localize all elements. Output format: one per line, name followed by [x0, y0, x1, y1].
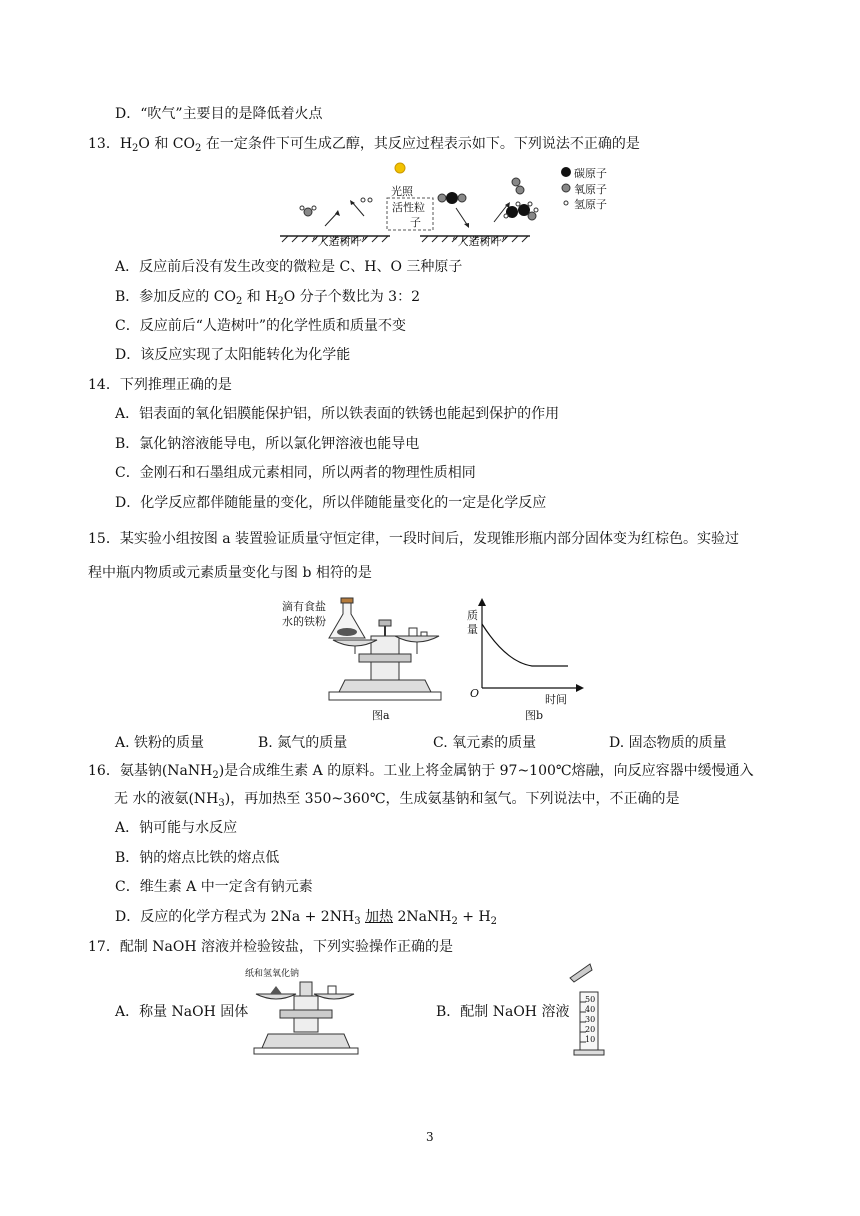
q14-option-b: B．氯化钠溶液能导电，所以氯化钾溶液也能导电: [115, 436, 420, 452]
balance-figure-a: [325, 596, 455, 708]
q16-option-d: D．反应的化学方程式为 $2Na + 2NH_3$ 加热 2NaNH$_2$ + $H_2$: [115, 909, 498, 927]
graph-y-label-2: 量: [467, 623, 478, 636]
reaction-condition: 加热: [365, 909, 394, 925]
q17-stem: 17．配制 NaOH 溶液并检验铵盐，下列实验操作正确的是: [88, 939, 453, 955]
q13-option-a: A．反应前后没有发生改变的微粒是 C、H、O 三种原子: [115, 259, 463, 275]
q15-option-b: B. 氮气的质量: [258, 735, 348, 751]
figure-a-caption: 图a: [372, 709, 390, 722]
iron-powder-label-2: 水的铁粉: [282, 615, 326, 628]
q16-option-b: B．钠的熔点比铁的熔点低: [115, 850, 280, 866]
cyl-tick-40: 40: [585, 1005, 596, 1014]
q15-option-d: D. 固态物质的质量: [609, 735, 727, 751]
q17-option-b: B．配制 NaOH 溶液: [436, 1004, 570, 1020]
q16-stem-1: 16．氨基钠(NaNH$_2$)是合成维生素 A 的原料。工业上将金属钠于 97~100℃熔融，向反应容器中缓慢通入: [88, 763, 754, 781]
q13-stem: 13．$H_2O$ 和 $CO_2$ 在一定条件下可生成乙醇，其反应过程表示如下。下列说法不正确的是: [88, 136, 640, 154]
iron-powder-label-1: 滴有食盐: [282, 600, 326, 613]
mass-time-graph-b: [470, 596, 590, 706]
q15-stem-1: 15．某实验小组按图 a 装置验证质量守恒定律，一段时间后，发现锥形瓶内部分固体变为红棕色。实验过: [88, 531, 740, 547]
q14-option-c: C．金刚石和石墨组成元素相同，所以两者的物理性质相同: [115, 465, 476, 481]
cyl-tick-50: 50: [585, 995, 596, 1004]
graph-origin: O: [470, 687, 480, 700]
active-particle-label: 活性粒: [392, 201, 425, 214]
q14-option-d: D．化学反应都伴随能量的变化，所以伴随能量变化的一定是化学反应: [115, 495, 547, 511]
q15-option-a: A. 铁粉的质量: [115, 735, 205, 751]
cyl-tick-30: 30: [585, 1015, 596, 1024]
q14-option-a: A．铝表面的氧化铝膜能保护铝，所以铁表面的铁锈也能起到保护的作用: [115, 406, 560, 422]
q12-option-d: D．“吹气”主要目的是降低着火点: [115, 106, 323, 122]
legend-oxygen: 氧原子: [574, 183, 607, 196]
q15-stem-2: 程中瓶内物质或元素质量变化与图 b 相符的是: [88, 565, 372, 581]
balance-figure-17a: [250, 976, 362, 1056]
active-particle-label-2: 子: [410, 216, 421, 229]
q17-option-a: A．称量 NaOH 固体: [115, 1004, 249, 1020]
cyl-tick-10: 10: [585, 1035, 596, 1044]
graph-y-label-1: 质: [467, 609, 478, 622]
graph-x-label: 时间: [545, 693, 567, 706]
legend-hydrogen: 氢原子: [574, 198, 607, 211]
light-label: 光照: [391, 185, 413, 198]
q16-stem-2: 无 水的液氨$(NH_3)$，再加热至 350~360℃，生成氨基钠和氢气。下列说法中，不正确的是: [114, 791, 680, 809]
figure-b-caption: 图b: [525, 709, 544, 722]
q13-option-c: C．反应前后“人造树叶”的化学性质和质量不变: [115, 318, 407, 334]
artificial-leaf-label-right: “人造树叶”: [452, 235, 508, 248]
cyl-tick-20: 20: [585, 1025, 596, 1034]
q16-option-a: A．钠可能与水反应: [115, 820, 238, 836]
q14-stem: 14．下列推理正确的是: [88, 377, 232, 393]
paper-naoh-label: 纸和氢氧化钠: [245, 969, 300, 979]
q15-option-c: C. 氧元素的质量: [433, 735, 537, 751]
artificial-leaf-label-left: “人造树叶”: [312, 235, 368, 248]
page-number: 3: [426, 1130, 434, 1144]
q13-option-d: D．该反应实现了太阳能转化为化学能: [115, 347, 351, 363]
q13-option-b: B．参加反应的 $CO_2$ 和 $H_2O$ 分子个数比为 3：2: [115, 289, 420, 307]
legend-carbon: 碳原子: [574, 167, 607, 180]
q16-option-c: C．维生素 A 中一定含有钠元素: [115, 879, 313, 895]
